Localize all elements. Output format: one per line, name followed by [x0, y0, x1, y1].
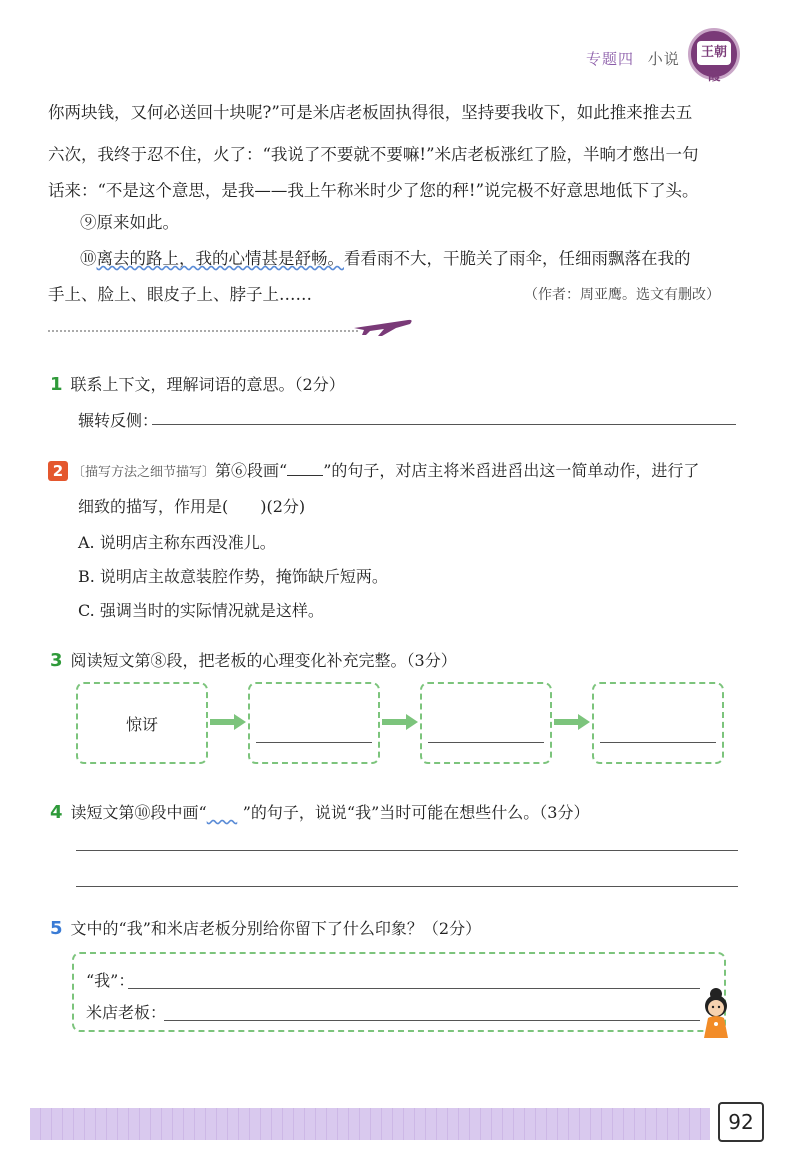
q1-answer-label: 辗转反侧： [78, 411, 159, 430]
emotion-box-2 [248, 682, 380, 764]
passage-line-3: 话来：“不是这个意思，是我——我上午称米时少了您的秤!”说完极不好意思地低下了头。 [48, 181, 699, 200]
logo-text: 王朝霞 [697, 41, 731, 65]
q4-answer-line-1[interactable] [76, 850, 738, 851]
divider [48, 330, 358, 332]
question-3-text: 阅读短文第⑧段，把老板的心理变化补充完整。（3分） [70, 651, 457, 670]
question-2 [48, 458, 699, 481]
question-3 [50, 648, 457, 671]
q5-me-line[interactable] [128, 988, 700, 989]
question-5-number: 5 [50, 918, 63, 939]
question-2-text-a: 第⑥段画“ [215, 461, 288, 480]
question-4 [50, 800, 589, 823]
question-4-number: 4 [50, 802, 63, 823]
emotion-box-2-line[interactable] [256, 742, 372, 743]
paragraph-10-mark: ⑩ [80, 249, 97, 268]
question-5-text: 文中的“我”和米店老板分别给你留下了什么印象？（2分） [70, 919, 482, 938]
question-5 [50, 916, 481, 939]
emotion-first: 惊讶 [125, 715, 158, 734]
question-1-text: 联系上下文，理解词语的意思。（2分） [70, 375, 345, 394]
question-3-number: 3 [50, 650, 63, 671]
emotion-box-1 [76, 682, 208, 764]
q1-answer-line[interactable] [152, 424, 736, 425]
topic-label: 专题四 [586, 50, 635, 68]
q5-me-label: “我”： [86, 971, 135, 990]
arrow-icon [210, 714, 246, 730]
q5-boss-label: 米店老板： [86, 1003, 167, 1022]
question-2-tag: 〔描写方法之细节描写〕 [72, 465, 216, 480]
passage-line-5: 手上、脸上、眼皮子上、脖子上…… [48, 285, 312, 304]
page-header [586, 48, 680, 69]
passage-line-1: 你两块钱，又何必送回十块呢?”可是米店老板固执得很，坚持要我收下，如此推来推去五 [48, 103, 693, 122]
section-label: 小说 [647, 50, 680, 68]
question-1 [50, 372, 345, 395]
wavy-sample [207, 803, 243, 822]
arrow-icon [382, 714, 418, 730]
arrow-icon [554, 714, 590, 730]
wavy-underlined-sentence: 离去的路上，我的心情甚是舒畅。 [96, 249, 344, 268]
emotion-box-4 [592, 682, 724, 764]
question-4-text-a: 读短文第⑩段中画“ [70, 803, 207, 822]
underline-sample [287, 461, 323, 476]
paragraph-9: ⑨原来如此。 [80, 213, 179, 232]
question-4-text-b: ”的句子，说说“我”当时可能在想些什么。（3分） [242, 803, 590, 822]
question-2-line-2: 细致的描写，作用是( )(2分) [78, 497, 306, 516]
page-number: 92 [718, 1102, 764, 1142]
question-1-number: 1 [50, 374, 63, 395]
q4-answer-line-2[interactable] [76, 886, 738, 887]
option-b[interactable]: B. 说明店主故意装腔作势，掩饰缺斤短两。 [78, 567, 388, 586]
emotion-box-3-line[interactable] [428, 742, 544, 743]
brand-logo [688, 28, 740, 84]
emotion-box-3 [420, 682, 552, 764]
option-a[interactable]: A. 说明店主称东西没准儿。 [78, 533, 276, 552]
q5-answer-box [72, 952, 726, 1032]
option-c[interactable]: C. 强调当时的实际情况就是这样。 [78, 601, 324, 620]
question-2-text-b: ”的句子，对店主将米舀进舀出这一简单动作，进行了 [323, 461, 700, 480]
cartoon-girl-icon [696, 986, 736, 1038]
emotion-box-4-line[interactable] [600, 742, 716, 743]
footer-band [30, 1108, 710, 1140]
airplane-icon [352, 312, 414, 338]
passage-line-2: 六次，我终于忍不住，火了：“我说了不要就不要嘛!”米店老板涨红了脸，半晌才憋出一句 [48, 145, 699, 164]
source-note: （作者：周亚鹰。选文有删改） [524, 287, 720, 303]
question-2-number: 2 [48, 461, 68, 481]
paragraph-10-rest: 看看雨不大，干脆关了雨伞，任细雨飘落在我的 [344, 249, 691, 268]
q5-boss-line[interactable] [164, 1020, 700, 1021]
paragraph-10 [80, 248, 691, 270]
